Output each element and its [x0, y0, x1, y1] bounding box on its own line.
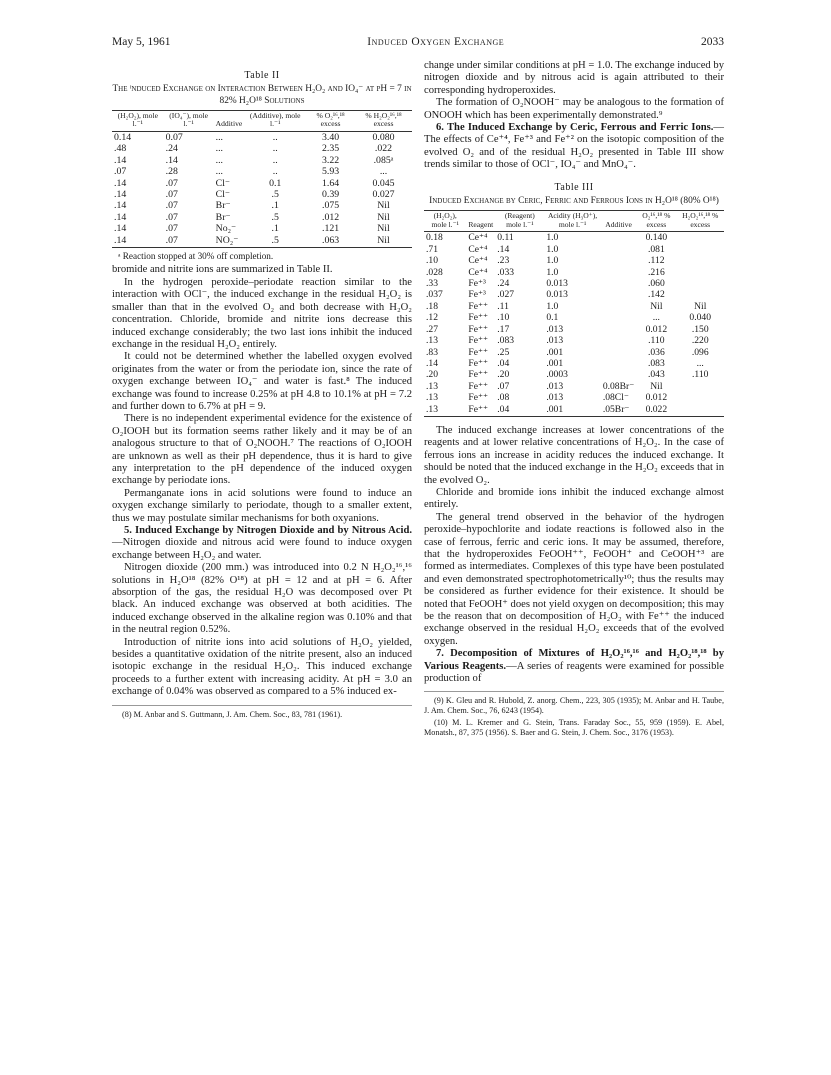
table-cell: Nil: [694, 300, 707, 312]
table-cell: 0.040: [689, 312, 712, 324]
table-row: [112, 155, 412, 166]
paragraph: The formation of O₂NOOH⁻ may be analogous to the formation of ONOOH which has been experimentally demonstrated.⁹: [424, 97, 724, 121]
table-cell: .08Cl⁻: [602, 392, 629, 404]
table-cell: .33: [426, 278, 438, 290]
table-cell: ...: [215, 154, 224, 166]
table3-label: Table III: [554, 181, 594, 193]
table3-header: (Reagent) mole l.⁻¹: [495, 211, 544, 232]
footnote-divider: [424, 691, 724, 692]
table-cell: .07: [165, 177, 178, 189]
table3-header: O₂¹⁶,¹⁸ % excess: [636, 211, 676, 232]
table-cell: [676, 267, 724, 278]
table-row: [424, 255, 724, 266]
table-cell: .14: [114, 211, 127, 223]
table2-header: (Additive), mole l.⁻¹: [244, 110, 306, 131]
table-cell: .216: [647, 266, 665, 278]
table-cell: .013: [546, 323, 564, 335]
table-cell: Fe⁺⁺: [468, 380, 489, 392]
table-cell: 0.18: [426, 232, 443, 244]
table-cell: .14: [114, 177, 127, 189]
table-cell: .110: [648, 335, 665, 347]
table-cell: [601, 289, 636, 300]
table-row: [424, 324, 724, 335]
table-cell: [676, 278, 724, 289]
table-cell: ..: [272, 132, 278, 143]
table-cell: 2.35: [322, 143, 340, 155]
table-cell: .23: [497, 255, 510, 267]
paragraph: In the hydrogen peroxide–periodate reaction similar to the interaction with OCl⁻, the induced exchange in the residual H₂O₂ is smaller than that in the evolved O₂ and both decrease with H₂O₂ concentration. Chloride, bromide and nitrite ions decrease this induced exchange considerably; the two last ions inhibit the induced exchange in the residual H₂O₂ entirely.: [112, 276, 412, 350]
table-cell: .13: [426, 392, 438, 404]
table2-body: [112, 132, 412, 248]
table-cell: .043: [647, 369, 665, 381]
table-cell: 0.08Br⁻: [602, 380, 635, 392]
table3-header: Reagent: [466, 211, 495, 232]
table-row: [424, 392, 724, 403]
table-cell: [601, 335, 636, 346]
footnote-10: (10) M. L. Kremer and G. Stein, Trans. Faraday Soc., 55, 959 (1959). E. Abel, Monatsh., 87, 375 (1956). S. Baer and G. Stein, J. Chem. Soc., 3176 (1953).: [424, 718, 724, 738]
table-cell: Fe⁺⁺: [466, 404, 495, 417]
table-cell: Fe⁺⁺: [468, 357, 489, 369]
table2-label: Table II: [244, 70, 280, 81]
table-cell: .71: [426, 243, 438, 255]
table-cell: ...: [696, 357, 704, 369]
table-cell: .20: [426, 369, 438, 381]
paragraph: There is no independent experimental evidence for the existence of O₂IOOH but its formation seems rather likely and it may be of an analogous structure to that of O₂NOOH.⁷ The reactions of O₂IOOH are unknown as well as their pH dependence, thus it is hard to give any interpretation to the pH dependence of the induced oxygen exchange by periodate ions.: [112, 413, 412, 487]
table-cell: 0.14: [114, 132, 132, 143]
footnote-divider: [112, 705, 412, 706]
table-cell: .150: [691, 323, 709, 335]
table-cell: 1.0: [546, 232, 559, 244]
table-cell: Br⁻: [215, 200, 231, 212]
table-cell: ..: [272, 154, 278, 166]
table-row: [424, 312, 724, 323]
table-cell: .14: [114, 154, 127, 166]
table-row: [112, 132, 412, 144]
table-row: [424, 278, 724, 289]
table2-header: % H₂O₂¹⁶,¹⁸ excess: [355, 110, 412, 131]
table-cell: Nil: [355, 235, 412, 248]
table-cell: .13: [424, 404, 466, 417]
table-cell: .24: [497, 278, 510, 290]
table-cell: .08: [497, 392, 510, 404]
table-cell: Nil: [377, 211, 390, 223]
table2: [112, 110, 412, 248]
table-row: [424, 289, 724, 300]
table-cell: .05Br⁻: [601, 404, 636, 417]
table-cell: 0.013: [546, 278, 568, 290]
table-cell: Fe⁺⁺: [468, 312, 489, 324]
table-cell: .12: [426, 312, 438, 324]
paragraph: bromide and nitrite ions are summarized in Table II.: [112, 264, 333, 276]
table-cell: ...: [215, 132, 224, 143]
table-cell: Ce⁺⁴: [468, 266, 488, 278]
table-cell: 0.012: [645, 323, 668, 335]
table-cell: Nil: [650, 300, 663, 312]
footnote-8: (8) M. Anbar and S. Guttmann, J. Am. Chem. Soc., 83, 781 (1961).: [122, 709, 343, 719]
table-row: [112, 166, 412, 177]
table3-body: [424, 232, 724, 417]
running-head: [112, 36, 724, 52]
table-cell: 3.40: [322, 132, 340, 143]
table-cell: 0.1: [546, 312, 559, 324]
table-cell: ...: [652, 312, 660, 324]
table-cell: [601, 312, 636, 323]
table-cell: .013: [546, 380, 564, 392]
table-cell: .11: [497, 300, 509, 312]
table-cell: .07: [164, 235, 214, 248]
table-cell: .04: [495, 404, 544, 417]
table3: [424, 210, 724, 417]
table-cell: .14: [112, 235, 164, 248]
table-cell: 0.07: [165, 132, 183, 143]
table-cell: .07: [165, 211, 178, 223]
table-cell: .07: [114, 166, 127, 178]
table-cell: .110: [692, 369, 709, 381]
table-cell: .04: [497, 357, 510, 369]
table-cell: [676, 244, 724, 255]
table-cell: NO₂⁻: [214, 235, 245, 248]
table-cell: [676, 232, 724, 244]
table-cell: 1.64: [322, 177, 340, 189]
header-date: May 5, 1961: [112, 36, 171, 48]
paragraph: Introduction of nitrite ions into acid solutions of H₂O₂ yielded, besides a quantitative oxidation of the nitrite present, also an induced isotopic exchange in the residual H₂O₂. This induced exchange proceeds to a further extent with increasing acidity. At pH = 3.0 an exchange of 0.04% was observed as compared to a 5% induced ex-: [112, 636, 412, 698]
table-cell: .001: [546, 346, 564, 358]
table-cell: .096: [691, 346, 709, 358]
table-cell: .085ᵃ: [373, 154, 394, 166]
table-cell: Fe⁺⁺: [468, 346, 489, 358]
table-cell: .083: [497, 335, 515, 347]
table-cell: 0.013: [546, 289, 568, 301]
table-cell: 1.0: [546, 243, 559, 255]
table-cell: .012: [322, 211, 340, 223]
table-cell: .060: [647, 278, 665, 290]
table-cell: Ce⁺⁴: [468, 255, 488, 267]
table-cell: [676, 255, 724, 266]
table3-caption: Induced Exchange by Ceric, Ferric and Ferrous Ions in H₂O¹⁸ (80% O¹⁸): [429, 196, 719, 207]
header-page-number: 2033: [700, 36, 724, 48]
table-cell: Fe⁺⁺: [468, 392, 489, 404]
table-row: [424, 301, 724, 312]
table-cell: .10: [497, 312, 510, 324]
table-cell: .112: [648, 255, 665, 267]
table-cell: ..: [272, 166, 278, 178]
table-cell: .07: [165, 189, 178, 201]
table-cell: Fe⁺⁺: [468, 300, 489, 312]
table-row: [424, 369, 724, 380]
table-cell: .001: [544, 404, 600, 417]
table-cell: .081: [647, 243, 665, 255]
table2-header: Additive: [214, 110, 245, 131]
table-cell: .14: [426, 357, 438, 369]
table-cell: .48: [114, 143, 127, 155]
table-cell: .13: [426, 380, 438, 392]
section-6-heading: 6. The Induced Exchange by Ceric, Ferrous and Ferric Ions.: [436, 122, 714, 134]
table-cell: Cl⁻: [215, 177, 231, 189]
table-cell: .14: [114, 200, 127, 212]
table-cell: .028: [426, 266, 443, 278]
table-cell: 0.027: [372, 189, 395, 201]
table-cell: [676, 392, 724, 403]
table2-caption: The ᶦnduced Exchange on Interaction Between H₂O₂ and IO₄⁻ at pH = 7 in 82% H₂O¹⁸ Solutions: [112, 84, 412, 106]
table-row: [424, 347, 724, 358]
table-cell: .013: [546, 335, 564, 347]
table-cell: [676, 289, 724, 300]
table-row: [424, 267, 724, 278]
table-cell: 0.1: [269, 177, 282, 189]
table-cell: 0.012: [645, 392, 668, 404]
table-cell: ...: [379, 166, 388, 178]
table2-header: (IO₄⁻), mole l.⁻¹: [164, 110, 214, 131]
table-cell: .83: [426, 346, 438, 358]
table-cell: [676, 404, 724, 417]
table-cell: .25: [497, 346, 510, 358]
table-cell: .14: [114, 223, 127, 235]
table-row: [112, 235, 412, 248]
table-row: [112, 189, 412, 200]
table-cell: .14: [114, 189, 127, 201]
table2-header: % O₂¹⁶,¹⁸ excess: [306, 110, 355, 131]
table-cell: 1.0: [546, 255, 559, 267]
table-cell: Fe⁺³: [468, 289, 486, 301]
table-cell: .121: [322, 223, 340, 235]
section-5-text: —Nitrogen dioxide and nitrous acid were found to induce oxygen exchange between H₂O₂ and water.: [112, 537, 412, 561]
table-cell: .07: [497, 380, 510, 392]
table-cell: .13: [426, 335, 438, 347]
table-row: [112, 143, 412, 154]
table-cell: .5: [271, 189, 279, 201]
table-cell: [601, 278, 636, 289]
table-cell: .220: [691, 335, 709, 347]
section-5-paragraph: [112, 525, 412, 562]
table-cell: .07: [165, 223, 178, 235]
table-cell: .083: [647, 357, 665, 369]
table-cell: Nil: [377, 200, 390, 212]
table-cell: .027: [497, 289, 515, 301]
table-cell: .20: [497, 369, 510, 381]
table-cell: [601, 347, 636, 358]
table3-header: Additive: [601, 211, 636, 232]
table3-header: H₂O₂¹⁶,¹⁸ % excess: [676, 211, 724, 232]
table3-header: (H₂O₂), mole l.⁻¹: [424, 211, 466, 232]
right-column: [424, 60, 724, 740]
table-cell: .28: [165, 166, 178, 178]
table-cell: .037: [426, 289, 443, 301]
table-cell: .17: [497, 323, 510, 335]
section-7-paragraph: [424, 648, 724, 685]
table-cell: 0.140: [645, 232, 668, 244]
table-cell: [601, 232, 636, 244]
table-cell: 0.022: [636, 404, 676, 417]
section-6-text: —The effects of Ce⁺⁴, Fe⁺³ and Fe⁺² on the isotopic composition of the evolved O₂ and of the residual H₂O₂ presented in Table III show trends similar to those of OCl⁻, IO₄⁻ and MnO₄⁻.: [424, 122, 724, 171]
table-cell: .1: [271, 223, 279, 235]
table-row: [424, 404, 724, 417]
table-row: [424, 335, 724, 346]
table-cell: .0003: [546, 369, 568, 381]
table-cell: 5.93: [322, 166, 340, 178]
table-cell: .013: [546, 392, 564, 404]
table-row: [424, 381, 724, 392]
table-cell: [601, 255, 636, 266]
table-cell: .18: [426, 300, 438, 312]
table-cell: [601, 244, 636, 255]
table-cell: .07: [165, 200, 178, 212]
section-7-heading: 7. Decomposition of Mixtures of H₂O₂¹⁶,¹⁶ and H₂O₂¹⁸,¹⁸ by Various Reagents.: [424, 648, 724, 672]
table-cell: .14: [165, 154, 178, 166]
table-row: [112, 178, 412, 189]
paragraph: It could not be determined whether the labelled oxygen evolved originates from the water or from the periodate ion, since the rate of oxygen exchange between IO₄⁻ and water is fast.⁸ The induced exchange was found to increase 0.25% at pH 4.8 to 10.1% at pH = 7.2 and further down to 6.7% at pH = 9.: [112, 351, 412, 412]
table-cell: .063: [306, 235, 355, 248]
section-7-text: —A series of reagents were examined for possible production of: [424, 660, 725, 685]
table-cell: Fe⁺⁺: [468, 335, 489, 347]
table-row: [112, 223, 412, 234]
table-cell: [676, 381, 724, 392]
table-row: [424, 244, 724, 255]
table-cell: No₂⁻: [215, 223, 237, 235]
table-cell: ..: [272, 143, 278, 155]
table-cell: .27: [426, 323, 438, 335]
table-cell: 1.0: [546, 266, 559, 278]
table3-header: Acidity (H₃O⁺), mole l.⁻¹: [544, 211, 600, 232]
table-cell: .142: [647, 289, 665, 301]
table2-note: ᵃ Reaction stopped at 30% off completion.: [118, 251, 274, 262]
table-cell: Br⁻: [215, 211, 231, 223]
table-row: [424, 232, 724, 244]
table-cell: Ce⁺⁴: [468, 243, 488, 255]
table-cell: [601, 301, 636, 312]
table-cell: 0.39: [322, 189, 340, 201]
table-cell: Ce⁺⁴: [468, 232, 488, 244]
table-cell: 0.080: [372, 132, 395, 143]
table-cell: 3.22: [322, 154, 340, 166]
table-cell: .033: [497, 266, 515, 278]
paragraph: The general trend observed in the behavior of the hydrogen peroxide–hypochlorite and iodate reactions is followed also in the case of ferrous, ferric and ceric ions. It may be assumed, therefore, that the hydroperoxides FeOOH⁺⁺, FeOOH⁺ and CeOOH⁺³ are formed as intermediates. Complexes of this type have been postulated and even demonstrated spectrophotometrically¹⁰; thus the results may be considered as further evidence for their existence. It should be noted that FeOOH⁺ does not yield oxygen on decomposition; this may be the reason that on decomposition of H₂O₂ with Fe⁺⁺ the induced exchange observed in the residual H₂O₂ exceeds that of the evolved oxygen.: [424, 511, 724, 647]
table-row: [112, 212, 412, 223]
table-cell: Nil: [377, 223, 390, 235]
table-cell: 0.045: [372, 177, 395, 189]
table-cell: Fe⁺⁺: [468, 323, 489, 335]
table-cell: .001: [546, 357, 564, 369]
table-row: [424, 358, 724, 369]
table-cell: .022: [374, 143, 393, 155]
paragraph: Nitrogen dioxide (200 mm.) was introduced into 0.2 N H₂O₂¹⁶,¹⁶ solutions in H₂O¹⁸ (82% O¹⁸) at pH = 12 and at pH = 6. After absorption of the gas, the residual H₂O was decomposed over Pt black. An induced exchange was observed at both acidities. The induced exchange observed in the alkaline region was 0.10% and that in the neutral region 0.52%.: [112, 562, 412, 636]
table-row: [112, 200, 412, 211]
table-cell: ...: [215, 166, 224, 178]
table-cell: .5: [271, 211, 279, 223]
table-cell: 0.11: [497, 232, 514, 244]
paragraph: Permanganate ions in acid solutions were found to induce an oxygen exchange similarly to periodate, though to a smaller extent, thus we may postulate similar mechanisms for both oxyanions.: [112, 487, 412, 524]
table-cell: [601, 267, 636, 278]
left-column: [112, 60, 412, 722]
table-cell: [601, 358, 636, 369]
header-running-title: Induced Oxygen Exchange: [367, 36, 505, 48]
table-cell: [601, 324, 636, 335]
table2-header: (H₂O₂), mole l.⁻¹: [112, 110, 164, 131]
section-6-paragraph: [424, 122, 724, 172]
table-cell: [601, 369, 636, 380]
table-cell: Fe⁺³: [468, 278, 486, 290]
table-cell: .1: [271, 200, 279, 212]
table-cell: .10: [426, 255, 438, 267]
table-cell: Fe⁺⁺: [468, 369, 489, 381]
footnote-9: (9) K. Gleu and R. Hubold, Z. anorg. Chem., 223, 305 (1935); M. Anbar and H. Taube, J. Am. Chem. Soc., 76, 6243 (1954).: [424, 696, 724, 716]
table-cell: .5: [244, 235, 306, 248]
table-cell: ...: [215, 143, 224, 155]
paragraph: Chloride and bromide ions inhibit the induced exchange almost entirely.: [424, 486, 724, 511]
table-cell: .24: [165, 143, 178, 155]
paragraph: The induced exchange increases at lower concentrations of the reagents and at lower relative concentrations of H₂O₂. In the case of ferrous ions an increase in acidity reduces the induced exchange. It should be noted that the induced exchange in the H₂O₂ exceeds that in the evolved O₂.: [424, 424, 724, 486]
table-cell: .075: [322, 200, 340, 212]
table-cell: .14: [497, 243, 510, 255]
table-cell: .036: [647, 346, 665, 358]
paragraph: change under similar conditions at pH = 1.0. The exchange induced by nitrogen dioxide and by nitrous acid is again attributed to their corresponding hydroperoxides.: [424, 60, 724, 96]
table-cell: Cl⁻: [215, 189, 231, 201]
table-cell: 1.0: [546, 300, 559, 312]
table-cell: Nil: [650, 380, 663, 392]
section-5-heading: 5. Induced Exchange by Nitrogen Dioxide and by Nitrous Acid.: [124, 525, 412, 536]
